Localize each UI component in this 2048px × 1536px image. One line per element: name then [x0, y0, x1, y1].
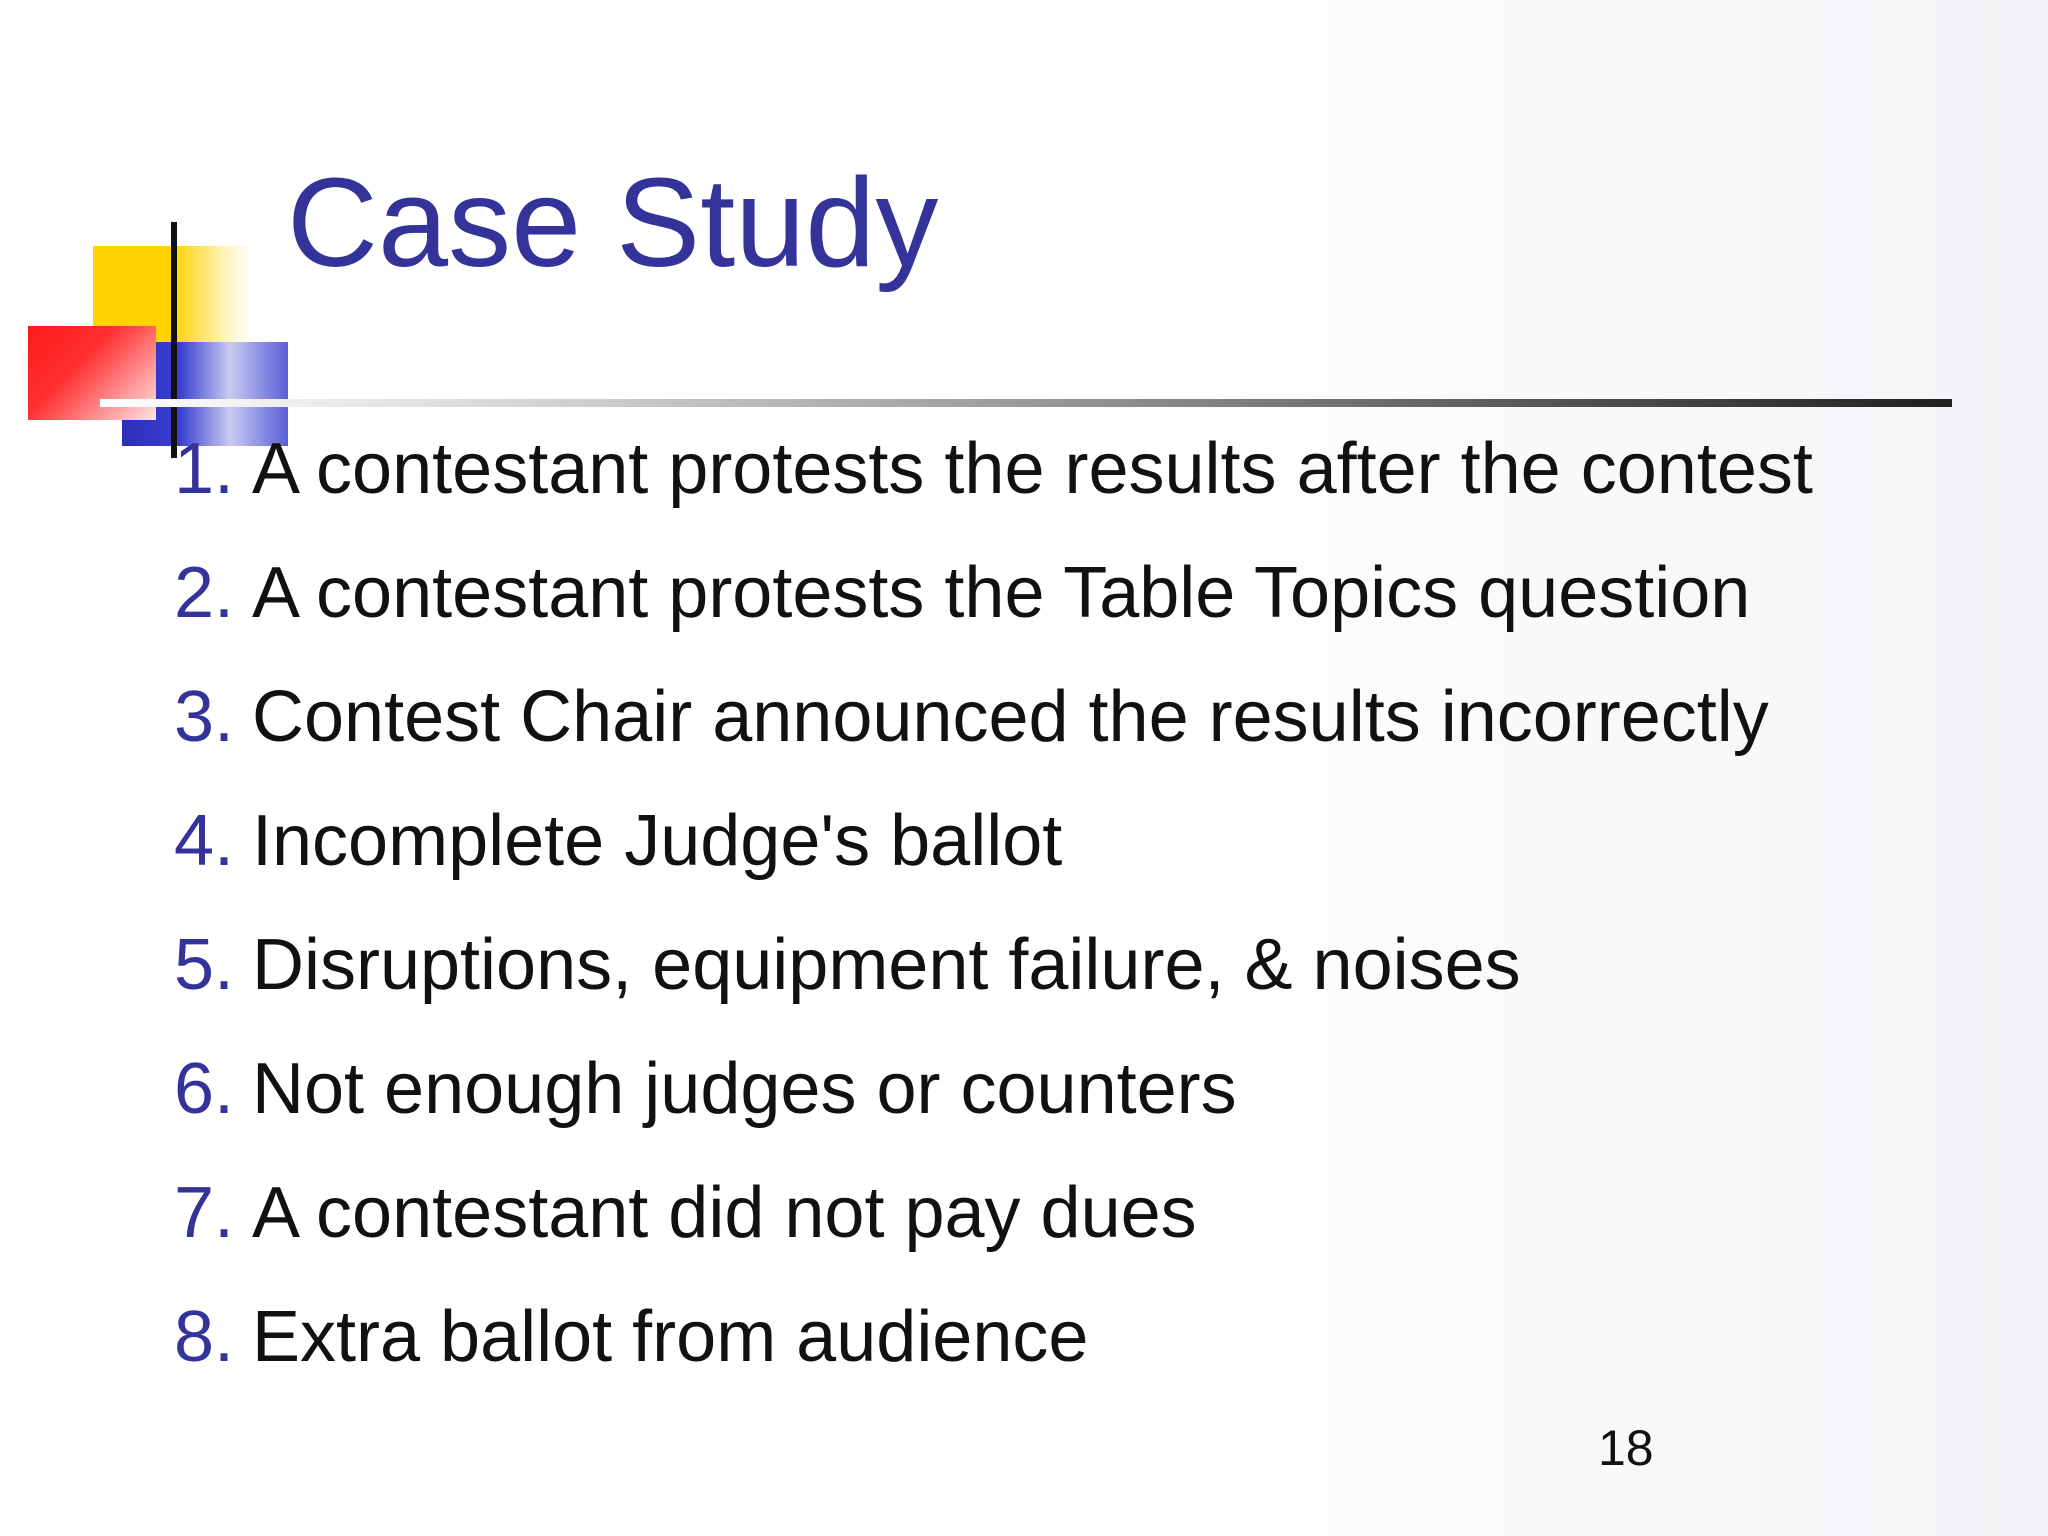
list-item — [174, 1292, 1088, 1382]
list-item-text: A contestant protests the Table Topics question — [252, 553, 1751, 633]
list-item — [174, 1044, 1237, 1134]
list-item-number: 2. — [174, 553, 235, 633]
list-item-text: A contestant did not pay dues — [252, 1173, 1197, 1253]
decorative-vertical-line — [171, 222, 177, 458]
page-number: 18 — [1598, 1420, 1654, 1476]
list-item-text: Disruptions, equipment failure, & noises — [252, 925, 1521, 1005]
list-item-text: A contestant protests the results after the contest — [252, 429, 1813, 509]
slide-title: Case Study — [287, 152, 939, 293]
list-item-number: 7. — [174, 1173, 235, 1253]
list-item-number: 4. — [174, 801, 235, 881]
list-item — [174, 548, 1750, 638]
list-item-text: Incomplete Judge's ballot — [252, 801, 1063, 881]
list-item — [174, 424, 1813, 514]
list-item-text: Contest Chair announced the results incorrectly — [252, 677, 1769, 757]
list-item-text: Not enough judges or counters — [252, 1049, 1237, 1129]
title-underline — [100, 399, 1952, 407]
list-item — [174, 796, 1062, 886]
list-item-number: 6. — [174, 1049, 235, 1129]
list-item-text: Extra ballot from audience — [252, 1297, 1089, 1377]
list-item — [174, 920, 1521, 1010]
list-item-number: 3. — [174, 677, 235, 757]
list-item-number: 8. — [174, 1297, 235, 1377]
list-item — [174, 1168, 1197, 1258]
list-item-number: 5. — [174, 925, 235, 1005]
list-item — [174, 672, 1769, 762]
list-item-number: 1. — [174, 429, 235, 509]
